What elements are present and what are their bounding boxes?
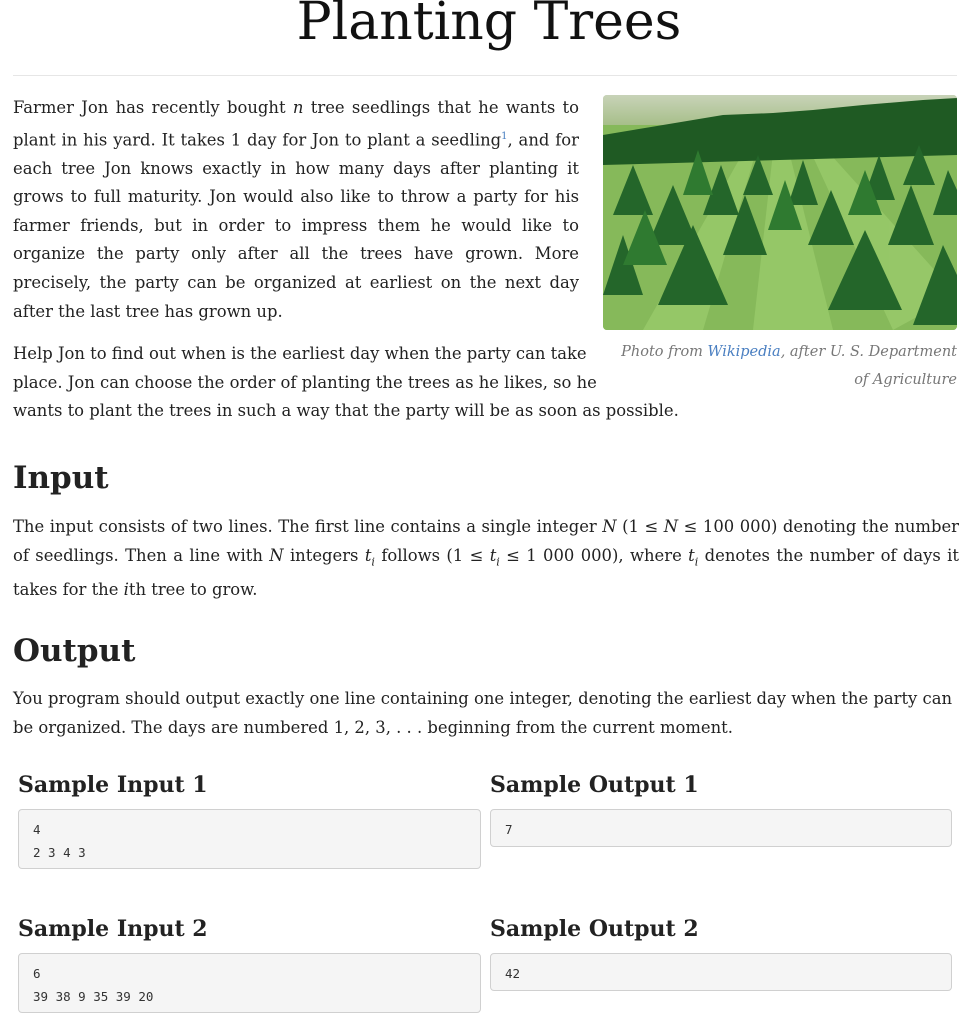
output-heading: Output bbox=[13, 633, 136, 669]
output-description: You program should output exactly one line containing one integer, denoting the earliest day when the party can be organized. The days are numbered 1, 2, 3, . . . beginning from the current moment. bbox=[13, 689, 953, 737]
math-n: n bbox=[292, 98, 304, 117]
photo-caption: Photo from Wikipedia, after U. S. Department of Agriculture bbox=[621, 344, 957, 388]
sample-output-2-title: Sample Output 2 bbox=[490, 916, 699, 942]
math-day-sequence: 1, 2, 3, . . . bbox=[333, 717, 423, 737]
intro-paragraph: Farmer Jon has recently bought n tree seedlings that he wants to plant in his yard. It takes 1 day for Jon to plant a seedling$^1$, and for each tree Jon knows exactly in how many days after planting it grows to full maturity. Jon would also like to throw a party for his farmer friends, but in order to impress them he would like to organize the party only after all the trees have grown. More precisely, the party can be organized at earliest on the next day after the last tree has grown up. bbox=[13, 98, 579, 321]
footnote-link[interactable]: 1 bbox=[501, 130, 508, 142]
title-divider bbox=[13, 75, 957, 76]
page-title: Planting Trees bbox=[296, 0, 682, 52]
sample-output-1-title: Sample Output 1 bbox=[490, 772, 699, 798]
sample-input-1-title: Sample Input 1 bbox=[18, 772, 208, 798]
input-heading: Input bbox=[13, 460, 109, 496]
math-one: 1 bbox=[230, 130, 242, 150]
sample-output-2[interactable]: 42 bbox=[490, 953, 952, 991]
sample-input-1[interactable]: 4 2 3 4 3 bbox=[18, 809, 481, 869]
wikipedia-link[interactable]: Wikipedia bbox=[707, 344, 781, 360]
sample-input-2-title: Sample Input 2 bbox=[18, 916, 208, 942]
tree-farm-photo bbox=[603, 95, 957, 330]
sample-input-2[interactable]: 6 39 38 9 35 39 20 bbox=[18, 953, 481, 1013]
second-paragraph: Help Jon to find out when is the earliest day when the party can take place. Jon can choose the order of planting the trees as he likes, so he wants to plant the trees in such a way that the party will be as soon as possible. bbox=[13, 344, 679, 421]
sample-output-1[interactable]: 7 bbox=[490, 809, 952, 847]
input-description: The input consists of two lines. The first line contains a single integer N (1 ≤ N ≤ 100 000) denoting the number of seedlings. Then a line with N integers $t_i$ follows ($1 \le t_i \le 1$ 000 000), where $t_i$ denotes the number of days it takes for the ith tree to grow. bbox=[13, 517, 960, 600]
